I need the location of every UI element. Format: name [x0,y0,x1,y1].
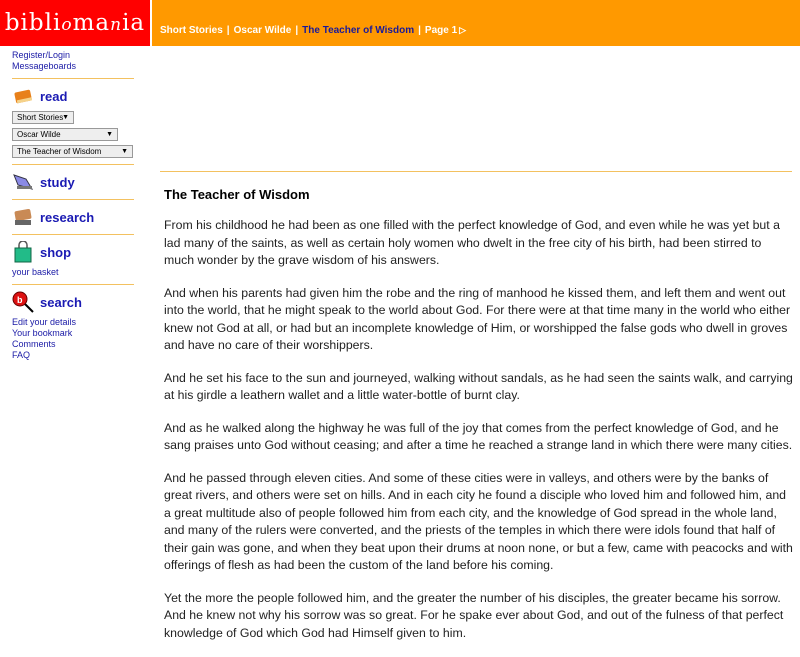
breadcrumb-separator: | [226,25,230,36]
messageboards-link[interactable]: Messageboards [12,61,77,71]
logo-text: bibliomania [4,10,146,36]
title-select[interactable] [12,145,133,158]
read-label: read [40,88,68,104]
paragraph: And he passed through eleven cities. And some of these cities were in valleys, and others were by the banks of great rivers, and others were set on hills. And in each city he found a disciple who loved him and followed him, and a great multitude also of people followed him from each city, and the knowledge of God spread in the whole land, and many of the rulers were converted, and the priests of the temples in which there were idols found that half of their gain was gone, and when they beat upon their drums at noon none, or but a few, came with peacocks and with offerings of flesh as had been the custom of the land before his coming. [164,470,793,572]
open-book-icon [12,171,34,193]
breadcrumb-short-stories[interactable]: Short Stories [160,25,223,36]
next-page-arrow-icon[interactable]: ▷ [459,25,467,35]
title-select-value: The Teacher of Wisdom [17,147,102,156]
category-select-value: Short Stories [17,113,64,122]
register-login-link[interactable]: Register/Login [12,50,71,60]
divider [12,78,134,79]
paragraph: And as he walked along the highway he was full of the joy that comes from the perfect knowledge of God, and he sang praises unto God without ceasing; and after a time he reached a strange land in which there were many cities. [164,420,793,452]
bibliomania-logo[interactable] [0,0,150,46]
divider [12,284,134,285]
search-label: search [40,294,82,310]
paragraph: Yet the more the people followed him, and the greater the number of his disciples, the greater became his sorrow. And he knew not why his sorrow was so great. For he spake ever about God, and out of the fulness of that perfect knowledge of God which God had Himself given to him. [164,590,784,640]
breadcrumb-separator: | [418,25,421,36]
svg-text:b: b [17,295,23,305]
breadcrumb [160,25,466,36]
author-select-value: Oscar Wilde [17,130,61,139]
bookmark-link[interactable]: Your bookmark [12,328,73,338]
book-icon [12,85,34,107]
sidebar-item-study[interactable] [12,171,134,193]
breadcrumb-oscar-wilde[interactable]: Oscar Wilde [233,25,292,36]
paragraph: And he set his face to the sun and journeyed, walking without sandals, as he had seen the saints walk, and carrying at his girdle a leathern wallet and a little water-bottle of burnt clay. [164,370,793,402]
breadcrumb-separator: | [295,25,299,36]
sidebar-item-research[interactable] [12,206,134,228]
content-divider [160,171,792,172]
story-text [164,217,794,657]
author-select[interactable] [12,128,118,141]
research-label: research [40,209,95,225]
divider [12,199,134,200]
divider [12,164,134,165]
breadcrumb-current-title: The Teacher of Wisdom [302,25,415,36]
edit-details-link[interactable]: Edit your details [12,317,77,327]
books-icon [12,206,34,228]
magnifier-icon [12,291,34,313]
faq-link[interactable]: FAQ [12,350,31,360]
your-basket-link[interactable]: your basket [12,267,59,277]
sidebar-item-read[interactable] [12,85,134,107]
sidebar-item-search[interactable] [12,291,134,313]
study-label: study [40,174,75,190]
story-title: The Teacher of Wisdom [164,187,310,202]
paragraph: And when his parents had given him the robe and the ring of manhood he kissed them, and left them and went out into the world, that he might speak to the world about God. For there were at that time many in the world who either knew not God at all, or had but an incomplete knowledge of Him, or worshipped the false gods who dwell in groves and have no care of their worshippers. [164,285,791,352]
category-select[interactable] [12,111,74,124]
shop-label: shop [40,244,72,260]
divider [12,234,134,235]
top-nav-bar [152,0,800,46]
sidebar-item-shop[interactable] [12,241,134,263]
dropdown-caret-icon: ▼ [121,148,128,155]
breadcrumb-page: Page 1 [424,25,458,36]
dropdown-caret-icon: ▼ [62,114,69,121]
dropdown-caret-icon: ▼ [106,131,113,138]
comments-link[interactable]: Comments [12,339,56,349]
sidebar [12,50,134,361]
paragraph: From his childhood he had been as one filled with the perfect knowledge of God, and even while he was yet but a lad many of the saints, as well as certain holy women who dwelt in the free city of his birth, had been stirred to much wonder by the grave wisdom of his answers. [164,218,780,267]
shopping-bag-icon [12,241,34,263]
